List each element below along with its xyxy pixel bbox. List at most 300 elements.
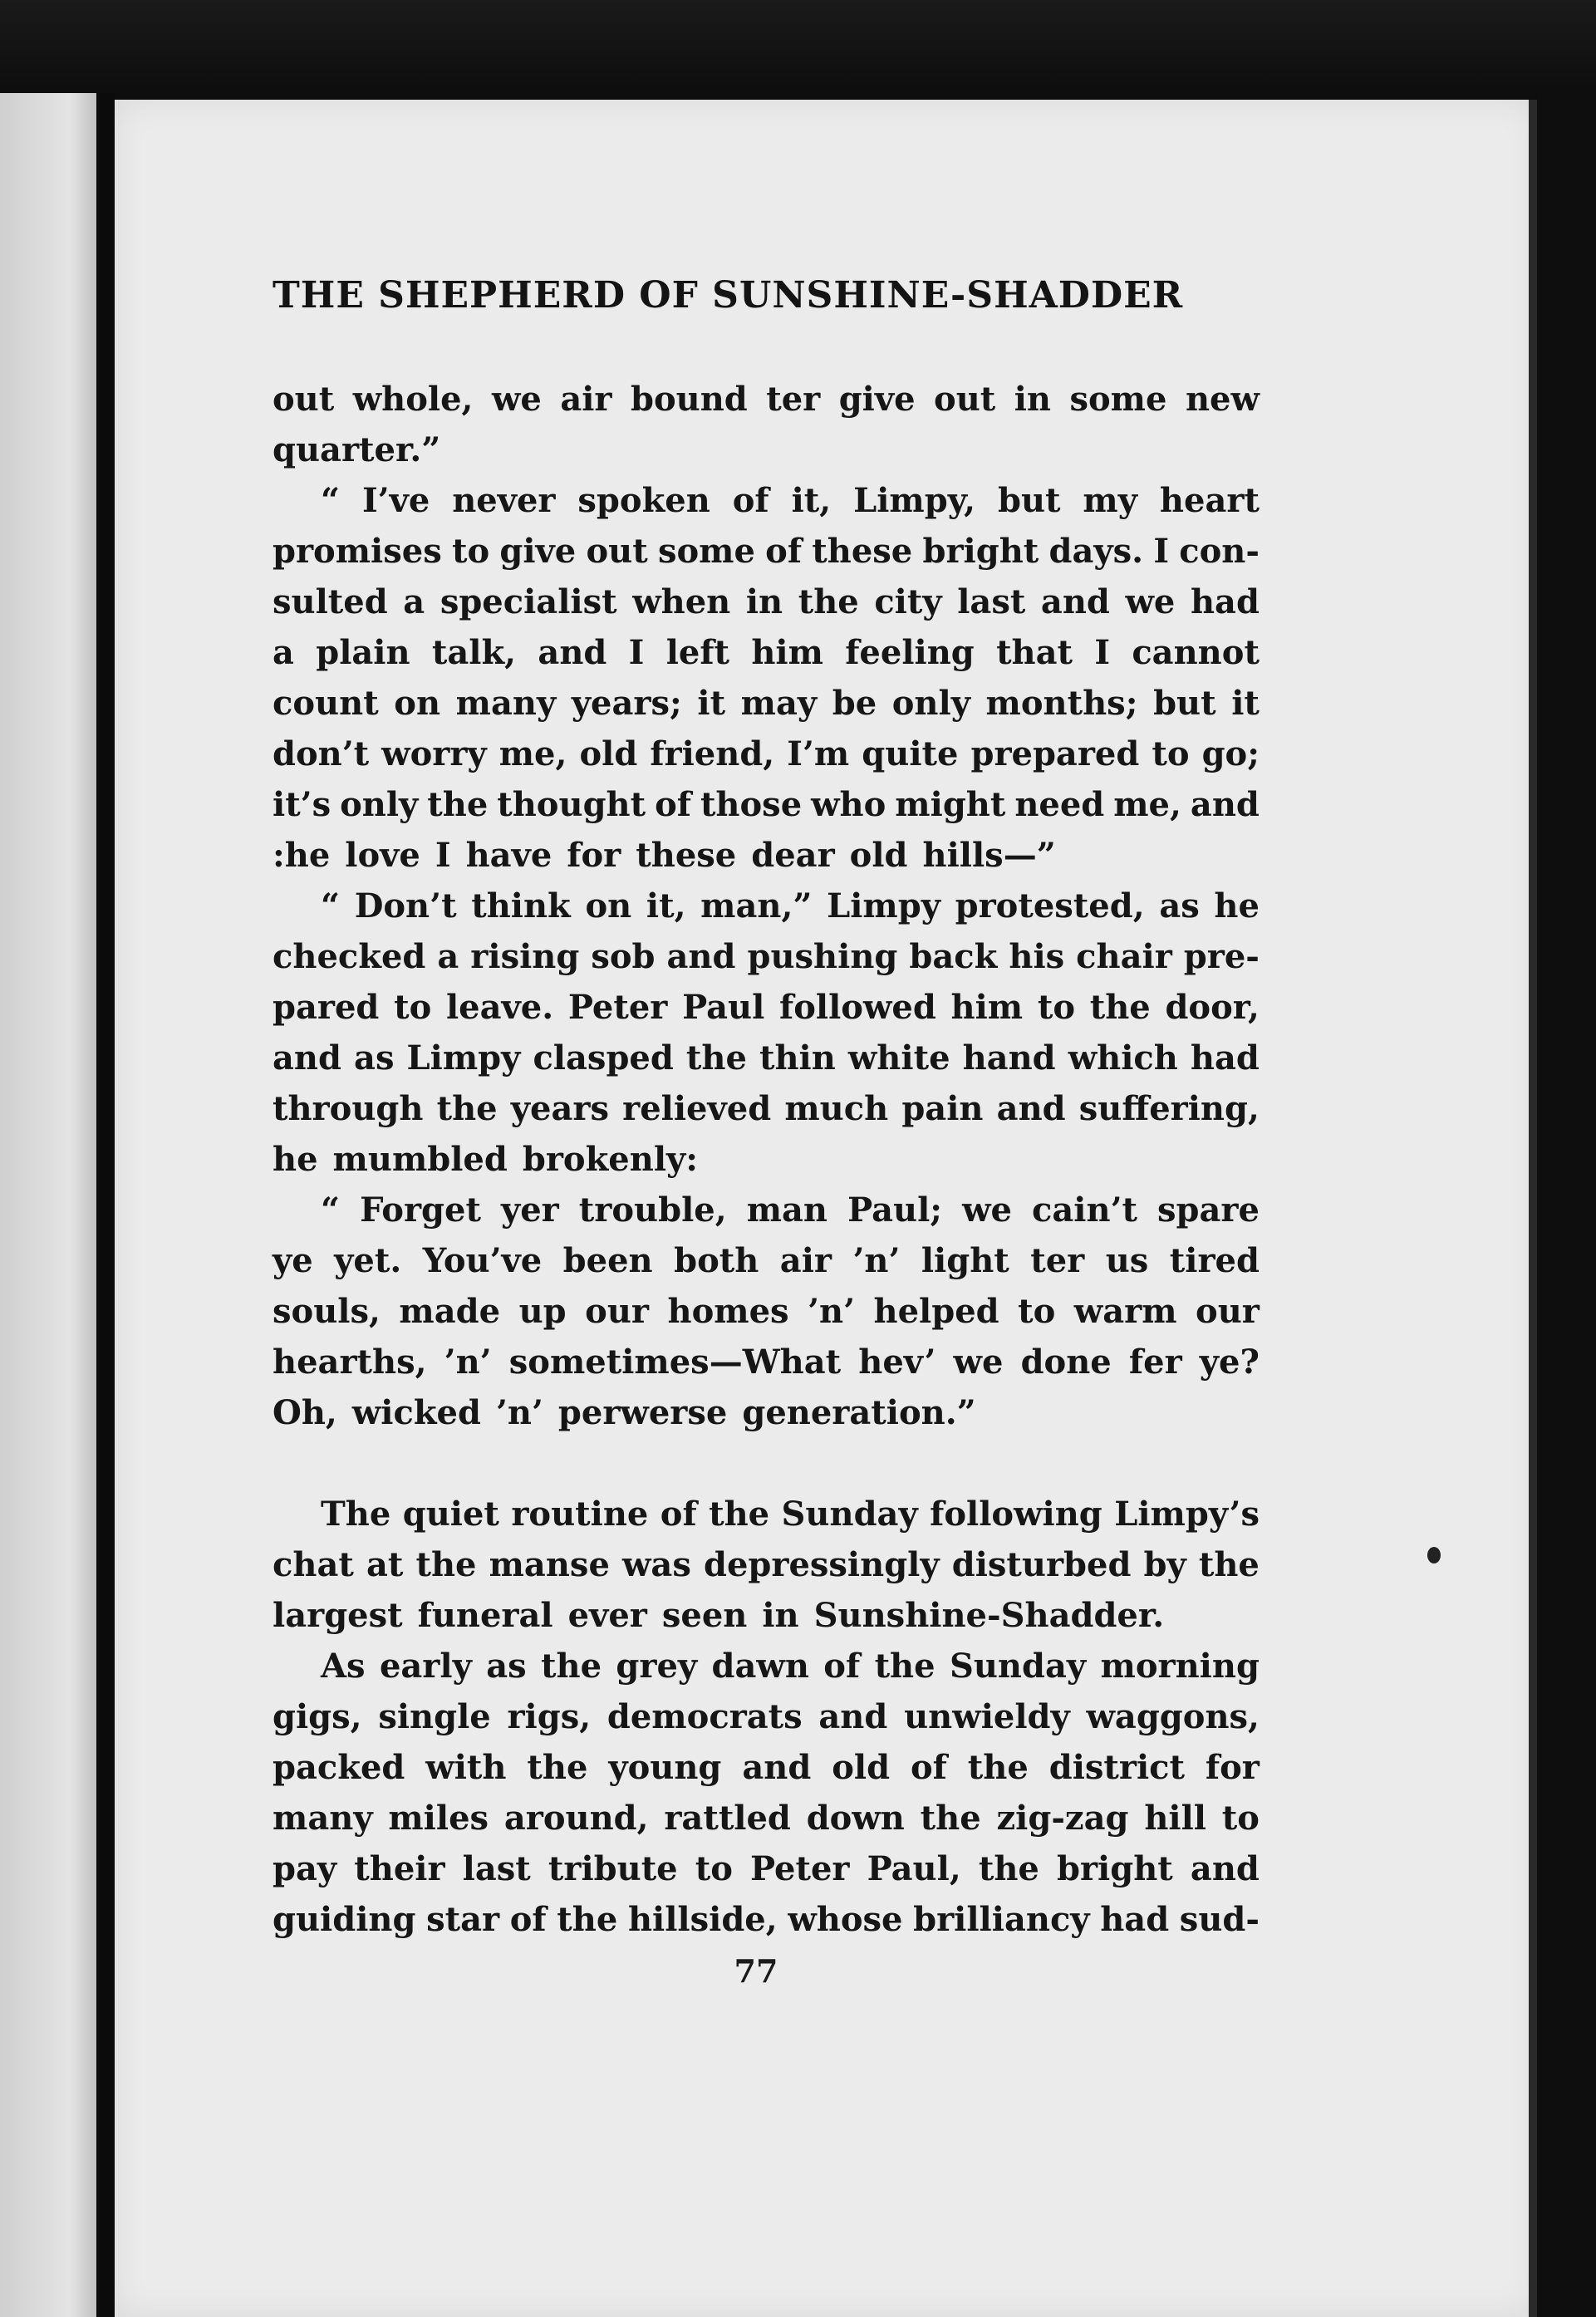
word: give [838, 380, 916, 419]
word: ye [273, 1241, 313, 1280]
word: leave. [445, 988, 554, 1027]
word: I’m [787, 734, 850, 773]
word: he [273, 1140, 318, 1179]
word: it, [646, 886, 686, 925]
text-line [273, 729, 1260, 779]
word: months; [985, 684, 1138, 723]
word: the [527, 1748, 588, 1787]
word: the [685, 1038, 747, 1078]
word: back [909, 937, 998, 976]
word: his [1009, 937, 1065, 976]
word: quarter.” [273, 430, 441, 469]
word: a [273, 633, 294, 672]
word: be [832, 684, 877, 723]
scan-top-border [0, 0, 1596, 104]
text-line [273, 1083, 1260, 1134]
word: in [745, 582, 783, 621]
text-line [273, 1793, 1260, 1843]
word: done [1020, 1343, 1112, 1382]
word: tired [1169, 1241, 1260, 1280]
word: chat [273, 1545, 354, 1584]
word: spare [1157, 1190, 1260, 1230]
word: of [509, 1900, 547, 1939]
page-number: 77 [734, 1952, 778, 1990]
word: the [1198, 1545, 1260, 1584]
word: the [436, 1089, 498, 1128]
word: go; [1201, 734, 1260, 773]
word: to [1221, 1799, 1260, 1838]
word: I [628, 633, 645, 672]
word: city [874, 582, 942, 621]
word: it [697, 684, 726, 723]
word: and [538, 633, 607, 672]
word: You’ve [422, 1241, 543, 1280]
word: on [585, 886, 632, 925]
word: I [1094, 633, 1111, 672]
word: and [1190, 785, 1260, 824]
word: pared [273, 988, 380, 1027]
word: Peter [750, 1849, 850, 1888]
word: days. [1048, 532, 1144, 571]
word: door, [1165, 988, 1260, 1027]
word: gigs, [273, 1697, 362, 1736]
word: down [806, 1799, 905, 1838]
word: heart [1159, 481, 1260, 520]
text-line [273, 1134, 1260, 1185]
word: young [608, 1748, 722, 1787]
word: out [586, 532, 648, 571]
word: to [394, 988, 432, 1027]
word: cannot [1132, 633, 1260, 672]
word: around, [503, 1799, 649, 1838]
word: pre- [1183, 937, 1260, 976]
running-head: THE SHEPHERD OF SUNSHINE-SHADDER [273, 274, 1184, 317]
word: rigs, [507, 1697, 592, 1736]
word: the [920, 1799, 981, 1838]
word: relieved [622, 1089, 772, 1128]
word: light [921, 1241, 1009, 1280]
word: :he [273, 836, 331, 875]
word: may [740, 684, 818, 723]
word: a [437, 937, 459, 976]
text-line [273, 1387, 1260, 1438]
word: Paul, [867, 1849, 961, 1888]
word: bright [922, 532, 1039, 571]
word: left [665, 633, 730, 672]
word: the [415, 1545, 477, 1584]
page-edge-shadow [1529, 100, 1537, 2317]
word: manse [489, 1545, 610, 1584]
word: Don’t [354, 886, 457, 925]
word: old [849, 836, 908, 875]
word: need [1014, 785, 1105, 824]
word: hearths, [273, 1343, 427, 1382]
word: Peter [567, 988, 668, 1027]
word: ter [766, 380, 821, 419]
word: he [1214, 886, 1260, 925]
word: and [818, 1697, 888, 1736]
word: “ [321, 481, 341, 520]
word: in [1014, 380, 1052, 419]
word: old [832, 1748, 891, 1787]
word: homes [667, 1292, 789, 1331]
text-line [273, 1843, 1260, 1894]
word: air [560, 380, 612, 419]
word: me, [498, 734, 567, 773]
word: early [379, 1647, 472, 1686]
text-line [273, 881, 1260, 931]
word: to [1037, 988, 1075, 1027]
word: as [1159, 886, 1200, 925]
word: their [354, 1849, 445, 1888]
text-line [273, 931, 1260, 982]
word: whose [788, 1900, 903, 1939]
word: tribute [548, 1849, 678, 1888]
text-line [273, 1590, 1260, 1641]
word: the [541, 1647, 602, 1686]
word: out [934, 380, 996, 419]
word: as [486, 1647, 527, 1686]
word: by [1143, 1545, 1186, 1584]
word: routine [511, 1495, 649, 1534]
word: spoken [577, 481, 710, 520]
word: that [996, 633, 1073, 672]
word: Sunshine-Shadder. [813, 1596, 1165, 1635]
word: of [765, 532, 803, 571]
text-line [273, 1539, 1260, 1590]
text-line [273, 627, 1260, 678]
word: last [462, 1849, 531, 1888]
word: for [567, 836, 621, 875]
word: a [403, 582, 425, 621]
word: old [579, 734, 638, 773]
facing-page-edge [0, 93, 100, 2317]
text-line [273, 1033, 1260, 1083]
word: my [1083, 481, 1137, 520]
text-line [273, 1742, 1260, 1793]
word: grey [616, 1647, 698, 1686]
word: and [1190, 1849, 1260, 1888]
text-line [273, 526, 1260, 577]
word: many [455, 684, 557, 723]
word: him [950, 988, 1024, 1027]
word: brokenly: [522, 1140, 699, 1179]
word: cain’t [1032, 1190, 1137, 1230]
word: followed [778, 988, 936, 1027]
word: and [742, 1748, 812, 1787]
word: helped [873, 1292, 999, 1331]
word: and [1040, 582, 1110, 621]
word: give [499, 532, 577, 571]
word: had [1190, 1038, 1260, 1078]
text-line [273, 1235, 1260, 1286]
word: those [700, 785, 803, 824]
text-line [273, 1337, 1260, 1387]
word: fer [1128, 1343, 1182, 1382]
word: sulted [273, 582, 388, 621]
word: rattled [664, 1799, 791, 1838]
word: “ [321, 886, 341, 925]
word: might [895, 785, 1006, 824]
word: to [1152, 734, 1190, 773]
word: the [798, 582, 859, 621]
word: yet. [334, 1241, 402, 1280]
word: sometimes—What [508, 1343, 842, 1382]
word: quite [862, 734, 959, 773]
word: checked [273, 937, 426, 976]
word: we [953, 1343, 1004, 1382]
word: of [732, 481, 769, 520]
word: our [1196, 1292, 1260, 1331]
word: when [632, 582, 731, 621]
word: pain [901, 1089, 984, 1128]
word: morning [1100, 1647, 1260, 1686]
word: Limpy [406, 1038, 521, 1078]
word: promises [273, 532, 442, 571]
word: talk, [431, 633, 517, 672]
word: who [811, 785, 886, 824]
word: mumbled [332, 1140, 508, 1179]
word: dear [751, 836, 835, 875]
word: man [746, 1190, 828, 1230]
word: feeling [845, 633, 975, 672]
word: up [518, 1292, 567, 1331]
word: thought [497, 785, 646, 824]
word: warm [1073, 1292, 1177, 1331]
word: Limpy, [853, 481, 976, 520]
word: bright [1057, 1849, 1173, 1888]
word: the [1089, 988, 1151, 1027]
scan-right-border [1537, 93, 1596, 2317]
word: to [1018, 1292, 1056, 1331]
word: to [451, 532, 490, 571]
word: been [562, 1241, 653, 1280]
word: thin [759, 1038, 836, 1078]
word: count [273, 684, 379, 723]
word: whole, [352, 380, 474, 419]
word: sud- [1179, 1900, 1260, 1939]
word: of [660, 1495, 697, 1534]
word: air [779, 1241, 832, 1280]
text-line [273, 830, 1260, 881]
word: generation.” [742, 1393, 976, 1432]
word: which [1068, 1038, 1178, 1078]
word: we [962, 1190, 1012, 1230]
word: ever [567, 1596, 647, 1635]
word: the [978, 1849, 1039, 1888]
word: years; [571, 684, 682, 723]
word: packed [273, 1748, 405, 1787]
word: had [1100, 1900, 1170, 1939]
word: the [557, 1900, 618, 1939]
word: some [657, 532, 755, 571]
word: only [891, 684, 970, 723]
word: ’n’ [495, 1393, 543, 1432]
word: hill [1144, 1799, 1206, 1838]
word: hills—” [922, 836, 1056, 875]
word: out [273, 380, 335, 419]
word: depressingly [703, 1545, 940, 1584]
word: suffering, [1078, 1089, 1260, 1128]
word: years [510, 1089, 609, 1128]
word: through [273, 1089, 424, 1128]
word: on [394, 684, 441, 723]
word: guiding [273, 1900, 416, 1939]
word: dawn [711, 1647, 809, 1686]
word: these [812, 532, 913, 571]
word: quiet [402, 1495, 499, 1534]
word: him [751, 633, 823, 672]
word: don’t [273, 734, 370, 773]
word: and [273, 1038, 341, 1078]
word: the [874, 1647, 936, 1686]
text-line [273, 475, 1260, 526]
word: it [1231, 684, 1260, 723]
word: worry [381, 734, 487, 773]
word: Sunday [781, 1495, 918, 1534]
word: and [996, 1089, 1066, 1128]
word: protested, [955, 886, 1145, 925]
word: brilliancy [913, 1900, 1090, 1939]
word: following [930, 1495, 1102, 1534]
word: Paul [682, 988, 765, 1027]
word: and [666, 937, 736, 976]
word: yer [500, 1190, 559, 1230]
word: white [847, 1038, 950, 1078]
word: I’ve [361, 481, 430, 520]
word: perwerse [557, 1393, 728, 1432]
word: I [1153, 532, 1170, 571]
word: Oh, [273, 1393, 337, 1432]
word: me, [1113, 785, 1181, 824]
word: single [378, 1697, 491, 1736]
word: waggons, [1086, 1697, 1260, 1736]
word: wicked [351, 1393, 481, 1432]
word: we [491, 380, 542, 419]
word: clasped [533, 1038, 674, 1078]
word: district [1048, 1748, 1185, 1787]
word: ’n’ [444, 1343, 492, 1382]
text-line [273, 577, 1260, 627]
word: unwieldy [904, 1697, 1070, 1736]
word: star [426, 1900, 500, 1939]
word: trouble, [578, 1190, 727, 1230]
word: the [427, 785, 489, 824]
word: love [345, 836, 420, 875]
word: seen [661, 1596, 748, 1635]
word: As [321, 1647, 366, 1686]
word: of [910, 1748, 947, 1787]
text-line [273, 1691, 1260, 1742]
text-line [273, 982, 1260, 1033]
text-line [273, 1286, 1260, 1337]
text-line [273, 779, 1260, 830]
word: to [695, 1849, 733, 1888]
word: new [1185, 380, 1260, 419]
word: zig-zag [996, 1799, 1129, 1838]
word: man,” [700, 886, 813, 925]
word: miles [388, 1799, 489, 1838]
word: never [452, 481, 556, 520]
word: these [636, 836, 737, 875]
word: our [585, 1292, 649, 1331]
word: have [465, 836, 552, 875]
word: hand [962, 1038, 1056, 1078]
word: “ [321, 1190, 341, 1230]
word: democrats [606, 1697, 803, 1736]
section-break [273, 1438, 1260, 1489]
word: con- [1179, 532, 1260, 571]
word: many [273, 1799, 373, 1838]
word: only [340, 785, 419, 824]
word: hillside, [627, 1900, 778, 1939]
book-gutter [96, 93, 115, 2317]
word: as [354, 1038, 395, 1078]
word: pay [273, 1849, 337, 1888]
word: last [957, 582, 1026, 621]
word: bound [630, 380, 748, 419]
word: but [1153, 684, 1216, 723]
word: had [1190, 582, 1260, 621]
word: at [366, 1545, 404, 1584]
word: in [762, 1596, 799, 1635]
word: the [967, 1748, 1029, 1787]
word: Limpy [827, 886, 940, 925]
word: disturbed [951, 1545, 1132, 1584]
word: plain [316, 633, 410, 672]
word: prepared [970, 734, 1140, 773]
word: Sunday [949, 1647, 1087, 1686]
word: sob [591, 937, 656, 976]
word: hev’ [858, 1343, 936, 1382]
text-line [273, 374, 1260, 425]
word: specialist [440, 582, 617, 621]
word: both [674, 1241, 759, 1280]
word: it’s [273, 785, 331, 824]
word: ’n’ [852, 1241, 901, 1280]
word: much [784, 1089, 889, 1128]
word: made [399, 1292, 501, 1331]
word: some [1069, 380, 1167, 419]
word: The [321, 1495, 391, 1534]
body-text [273, 374, 1260, 1945]
text-line [273, 425, 1260, 475]
word: the [709, 1495, 770, 1534]
word: for [1205, 1748, 1260, 1787]
text-line [273, 1185, 1260, 1235]
ink-speck [1427, 1547, 1441, 1563]
word: pushing [747, 937, 898, 976]
word: was [622, 1545, 691, 1584]
text-line [273, 1641, 1260, 1691]
word: of [655, 785, 691, 824]
text-line [273, 1489, 1260, 1539]
word: funeral [417, 1596, 553, 1635]
word: we [1125, 582, 1176, 621]
word: us [1105, 1241, 1149, 1280]
word: with [425, 1748, 507, 1787]
word: rising [470, 937, 580, 976]
word: think [471, 886, 571, 925]
word: Paul; [847, 1190, 943, 1230]
word: but [997, 481, 1061, 520]
word: friend, [650, 734, 775, 773]
word: chair [1076, 937, 1172, 976]
word: Forget [360, 1190, 481, 1230]
word: I [435, 836, 451, 875]
word: ’n’ [808, 1292, 855, 1331]
word: souls, [273, 1292, 381, 1331]
